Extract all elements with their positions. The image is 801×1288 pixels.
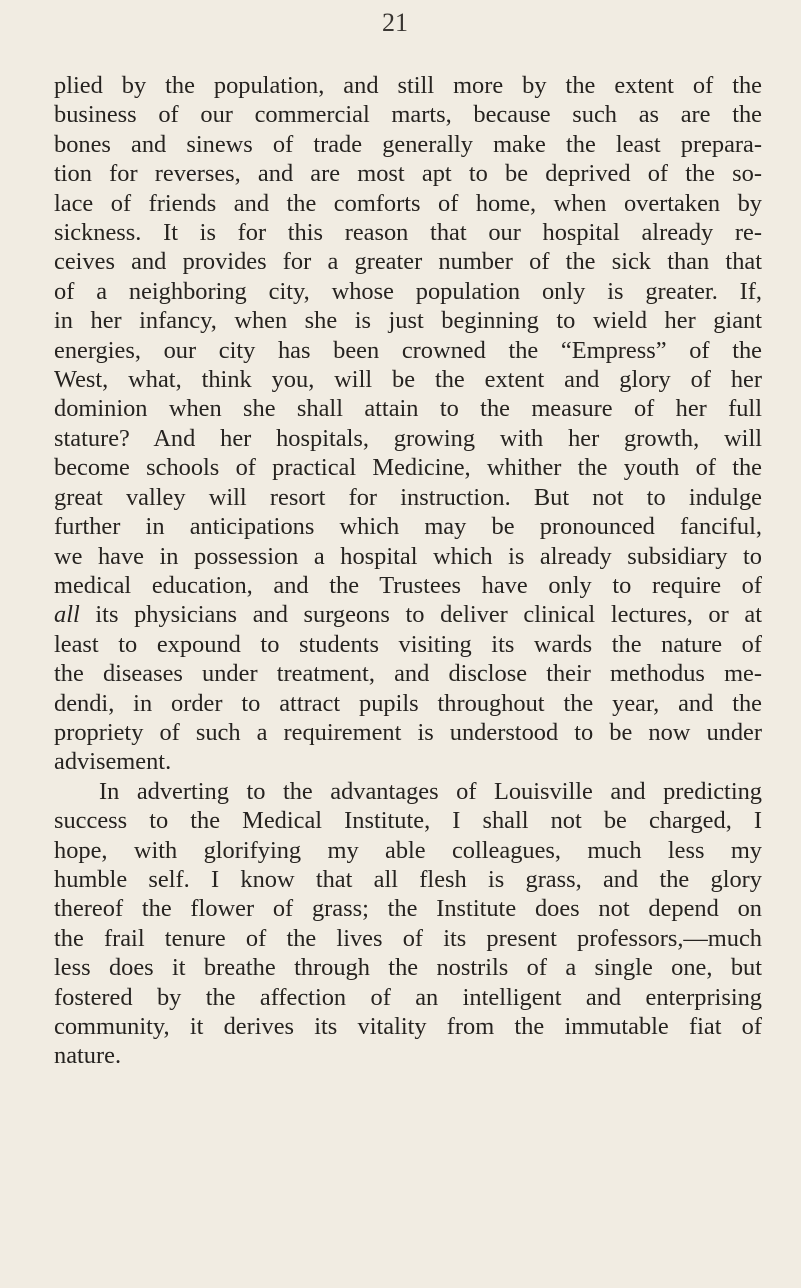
text-line: plied by the population, and still more by the extent of the	[54, 72, 762, 99]
text-line: we have in possession a hospital which is already subsidiary to	[54, 542, 762, 570]
text-line: dominion when she shall attain to the measure of her full	[54, 395, 762, 423]
text-line: least to expound to students visiting its wards the nature of	[54, 630, 762, 658]
text-line: fostered by the affection of an intelligent and enterprising	[54, 983, 762, 1011]
text-line: bones and sinews of trade generally make the least prepara-	[54, 130, 762, 158]
text-line: great valley will resort for instruction. But not to indulge	[54, 483, 762, 511]
paragraph-2	[54, 777, 762, 1071]
text-line: of a neighboring city, whose population only is greater. If,	[54, 277, 762, 305]
text-line: stature? And her hospitals, growing with her growth, will	[54, 424, 762, 452]
text-line: less does it breathe through the nostrils of a single one, but	[54, 954, 762, 982]
text-line: In adverting to the advantages of Louisville and predicting	[99, 777, 762, 805]
text-line: the frail tenure of the lives of its present professors,—much	[54, 924, 762, 952]
text-line: sickness. It is for this reason that our hospital already re-	[54, 219, 762, 247]
text-line: all its physicians and surgeons to deliver clinical lectures, or at	[54, 601, 762, 629]
text-line: humble self. I know that all flesh is grass, and the glory	[54, 865, 762, 893]
text-line: further in anticipations which may be pronounced fanciful,	[54, 513, 762, 541]
text-line: in her infancy, when she is just beginning to wield her giant	[54, 307, 762, 335]
text-line: hope, with glorifying my able colleagues, much less my	[54, 836, 762, 864]
text-line: energies, our city has been crowned the “Empress” of the	[54, 336, 762, 364]
text-line: the diseases under treatment, and disclose their methodus me-	[54, 660, 762, 688]
text-line: tion for reverses, and are most apt to be deprived of the so-	[54, 160, 762, 188]
text-line: West, what, think you, will be the extent and glory of her	[54, 366, 762, 394]
paragraph-1	[54, 71, 762, 777]
text-line: community, it derives its vitality from the immutable fiat of	[54, 1013, 762, 1040]
body-text	[54, 71, 762, 1071]
text-line: advisement.	[54, 748, 172, 776]
page-number: 21	[382, 8, 408, 37]
text-line: thereof the flower of grass; the Institute does not depend on	[54, 895, 762, 923]
text-line: business of our commercial marts, because such as are the	[54, 101, 762, 129]
italic-word: all	[54, 601, 80, 629]
text-line: propriety of such a requirement is understood to be now under	[54, 718, 762, 746]
text-line: become schools of practical Medicine, whither the youth of the	[54, 454, 762, 482]
text-line: nature.	[54, 1042, 122, 1070]
text-line: success to the Medical Institute, I shall not be charged, I	[54, 807, 762, 835]
text-line: ceives and provides for a greater number of the sick than that	[54, 248, 762, 276]
text-line: medical education, and the Trustees have only to require of	[54, 571, 762, 599]
text-line: lace of friends and the comforts of home, when overtaken by	[54, 189, 762, 217]
text-line: dendi, in order to attract pupils throughout the year, and the	[54, 689, 762, 717]
